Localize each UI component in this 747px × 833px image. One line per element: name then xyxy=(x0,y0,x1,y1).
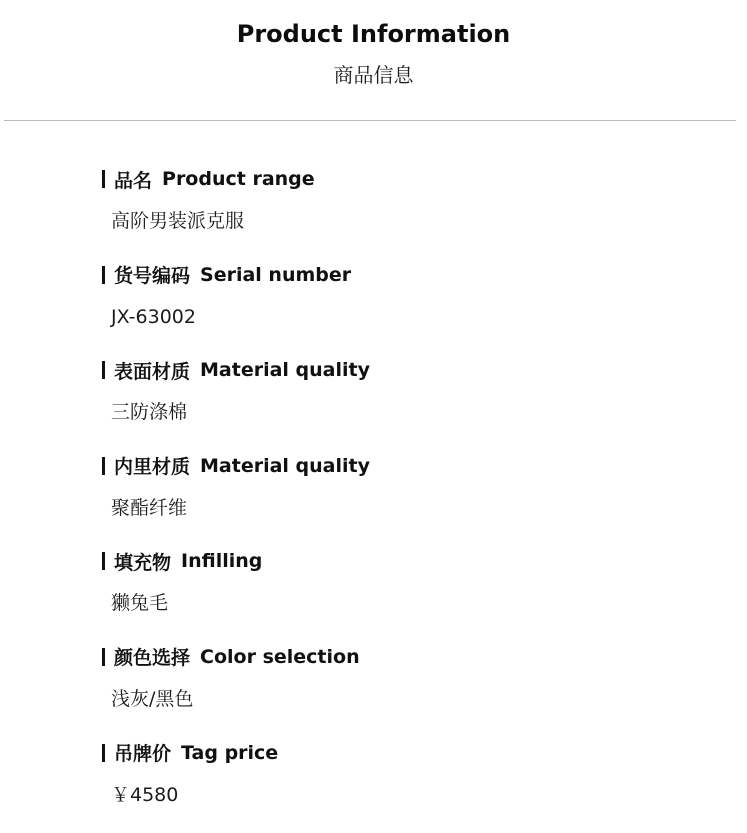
info-label-en: Infilling xyxy=(181,550,263,573)
info-item-product-range xyxy=(0,164,747,260)
info-item-surface-material xyxy=(0,355,747,451)
info-label-en: Serial number xyxy=(200,263,352,286)
info-label-cn: 货号编码 xyxy=(114,265,191,288)
info-value: 獭兔毛 xyxy=(111,592,169,615)
info-item-infilling xyxy=(0,546,747,642)
info-label-en: Material quality xyxy=(200,454,370,477)
page-subtitle: 商品信息 xyxy=(333,63,414,87)
info-label-cn: 表面材质 xyxy=(114,360,191,383)
heading-bar-marker xyxy=(102,552,105,570)
info-value: ￥4580 xyxy=(111,783,179,806)
info-label-en: Material quality xyxy=(200,359,370,382)
info-label-cn: 内里材质 xyxy=(114,456,191,479)
info-item-color-selection xyxy=(0,642,747,738)
info-item-heading xyxy=(102,738,278,768)
info-value: 浅灰/黑色 xyxy=(111,687,194,710)
info-item-heading xyxy=(102,164,315,194)
info-value: 高阶男装派克服 xyxy=(111,210,245,232)
info-label-cn: 品名 xyxy=(114,169,153,192)
info-value: 聚酯纤维 xyxy=(111,496,188,519)
page-header xyxy=(0,0,747,122)
heading-bar-marker xyxy=(102,266,105,284)
info-item-heading xyxy=(102,642,360,672)
heading-bar-marker xyxy=(102,648,105,666)
info-label-cn: 颜色选择 xyxy=(114,647,191,670)
info-item-heading xyxy=(102,355,370,385)
heading-bar-marker xyxy=(102,361,105,379)
product-info-list xyxy=(0,164,747,833)
info-label-en: Product range xyxy=(162,168,315,190)
info-value: 三防涤棉 xyxy=(111,401,188,424)
info-item-heading xyxy=(102,451,370,481)
info-item-serial-number xyxy=(0,260,747,356)
info-label-cn: 填充物 xyxy=(114,551,172,574)
info-item-heading xyxy=(102,546,262,576)
info-item-tag-price xyxy=(0,738,747,833)
info-item-lining-material xyxy=(0,451,747,547)
info-value: JX-63002 xyxy=(111,305,196,328)
info-label-en: Color selection xyxy=(200,645,360,668)
heading-bar-marker xyxy=(102,457,105,475)
header-divider xyxy=(4,120,736,121)
info-label-cn: 吊牌价 xyxy=(114,743,172,766)
info-label-en: Tag price xyxy=(181,741,279,764)
info-item-heading xyxy=(102,260,351,290)
heading-bar-marker xyxy=(102,744,105,762)
heading-bar-marker xyxy=(102,170,105,188)
page-title: Product Information xyxy=(236,20,511,48)
